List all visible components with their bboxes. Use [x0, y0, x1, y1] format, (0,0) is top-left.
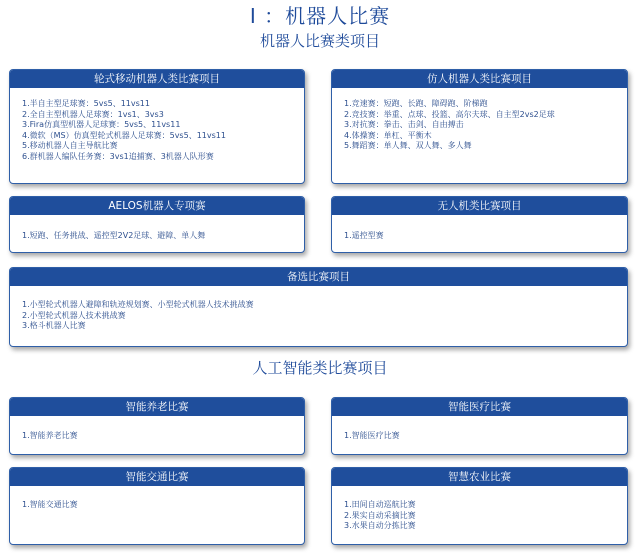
section-title-ai: 人工智能类比赛项目 — [252, 359, 388, 377]
card-body — [332, 215, 627, 246]
card-body — [332, 486, 627, 536]
card-agriculture — [331, 467, 628, 545]
list-item: 2.全自主型机器人足球赛：1vs1、3vs3 — [22, 109, 164, 119]
list-item: 1.智能交通比赛 — [22, 500, 78, 509]
card-title: 仿人机器人类比赛项目 — [332, 70, 627, 88]
card-title: 智能交通比赛 — [10, 468, 304, 486]
card-title: 无人机类比赛项目 — [332, 197, 627, 215]
list-item: 1.智能养老比赛 — [22, 431, 78, 440]
card-body — [10, 286, 627, 336]
list-item: 3.对抗赛：拳击、击剑、自由搏击 — [344, 120, 464, 129]
list-item: 2.竞技赛：举重、点球、投篮、高尔夫球、自主型2vs2足球 — [344, 109, 555, 119]
card-body — [10, 416, 304, 446]
card-aelos — [9, 196, 305, 253]
list-item: 1.短跑、任务挑战、遥控型2V2足球、避障、单人舞 — [22, 231, 206, 240]
card-title: 智慧农业比赛 — [332, 468, 627, 486]
card-title: AELOS机器人专项赛 — [10, 197, 304, 215]
card-body — [10, 88, 304, 166]
card-wheeled-robot — [9, 69, 305, 184]
list-item: 1.半自主型足球赛：5vs5、11vs11 — [22, 99, 150, 108]
card-drone — [331, 196, 628, 253]
list-item: 3.水果自动分拣比赛 — [344, 521, 416, 530]
list-item: 1.小型轮式机器人避障和轨迹规划赛、小型轮式机器人技术挑战赛 — [22, 300, 254, 309]
list-item: 4.体操赛：单杠、平衡木 — [344, 130, 432, 140]
list-item: 6.群机器人编队任务赛：3vs1追捕赛、3机器人队形赛 — [22, 151, 214, 161]
list-item: 1.竞速赛：短跑、长跑、障碍跑、阶梯跑 — [344, 99, 488, 108]
list-item: 1.田间自动巡航比赛 — [344, 500, 416, 509]
list-item: 3.Fira仿真型机器人足球赛：5vs5、11vs11 — [22, 120, 181, 129]
list-item: 3.格斗机器人比赛 — [22, 321, 86, 330]
list-item: 1.智能医疗比赛 — [344, 431, 400, 440]
card-body — [332, 88, 627, 156]
card-elderly-care — [9, 397, 305, 455]
card-humanoid-robot — [331, 69, 628, 184]
list-item: 5.移动机器人自主导航比赛 — [22, 141, 118, 150]
page-title: Ⅰ ：机器人比赛 — [249, 4, 391, 28]
card-traffic — [9, 467, 305, 545]
card-title: 轮式移动机器人类比赛项目 — [10, 70, 304, 88]
card-body — [10, 486, 304, 515]
list-item: 2.小型轮式机器人技术挑战赛 — [22, 310, 126, 320]
card-title: 智能医疗比赛 — [332, 398, 627, 416]
card-body — [332, 416, 627, 446]
section-title-robot: 机器人比赛类项目 — [259, 32, 380, 50]
list-item: 2.果实自动采摘比赛 — [344, 510, 416, 520]
card-medical — [331, 397, 628, 455]
list-item: 4.微软（MS）仿真型轮式机器人足球赛：5vs5、11vs11 — [22, 130, 226, 140]
card-backup — [9, 267, 628, 347]
card-body — [10, 215, 304, 246]
card-title: 智能养老比赛 — [10, 398, 304, 416]
list-item: 1.遥控型赛 — [344, 231, 384, 240]
list-item: 5.舞蹈赛：单人舞、双人舞、多人舞 — [344, 141, 472, 150]
card-title: 备选比赛项目 — [10, 268, 627, 286]
